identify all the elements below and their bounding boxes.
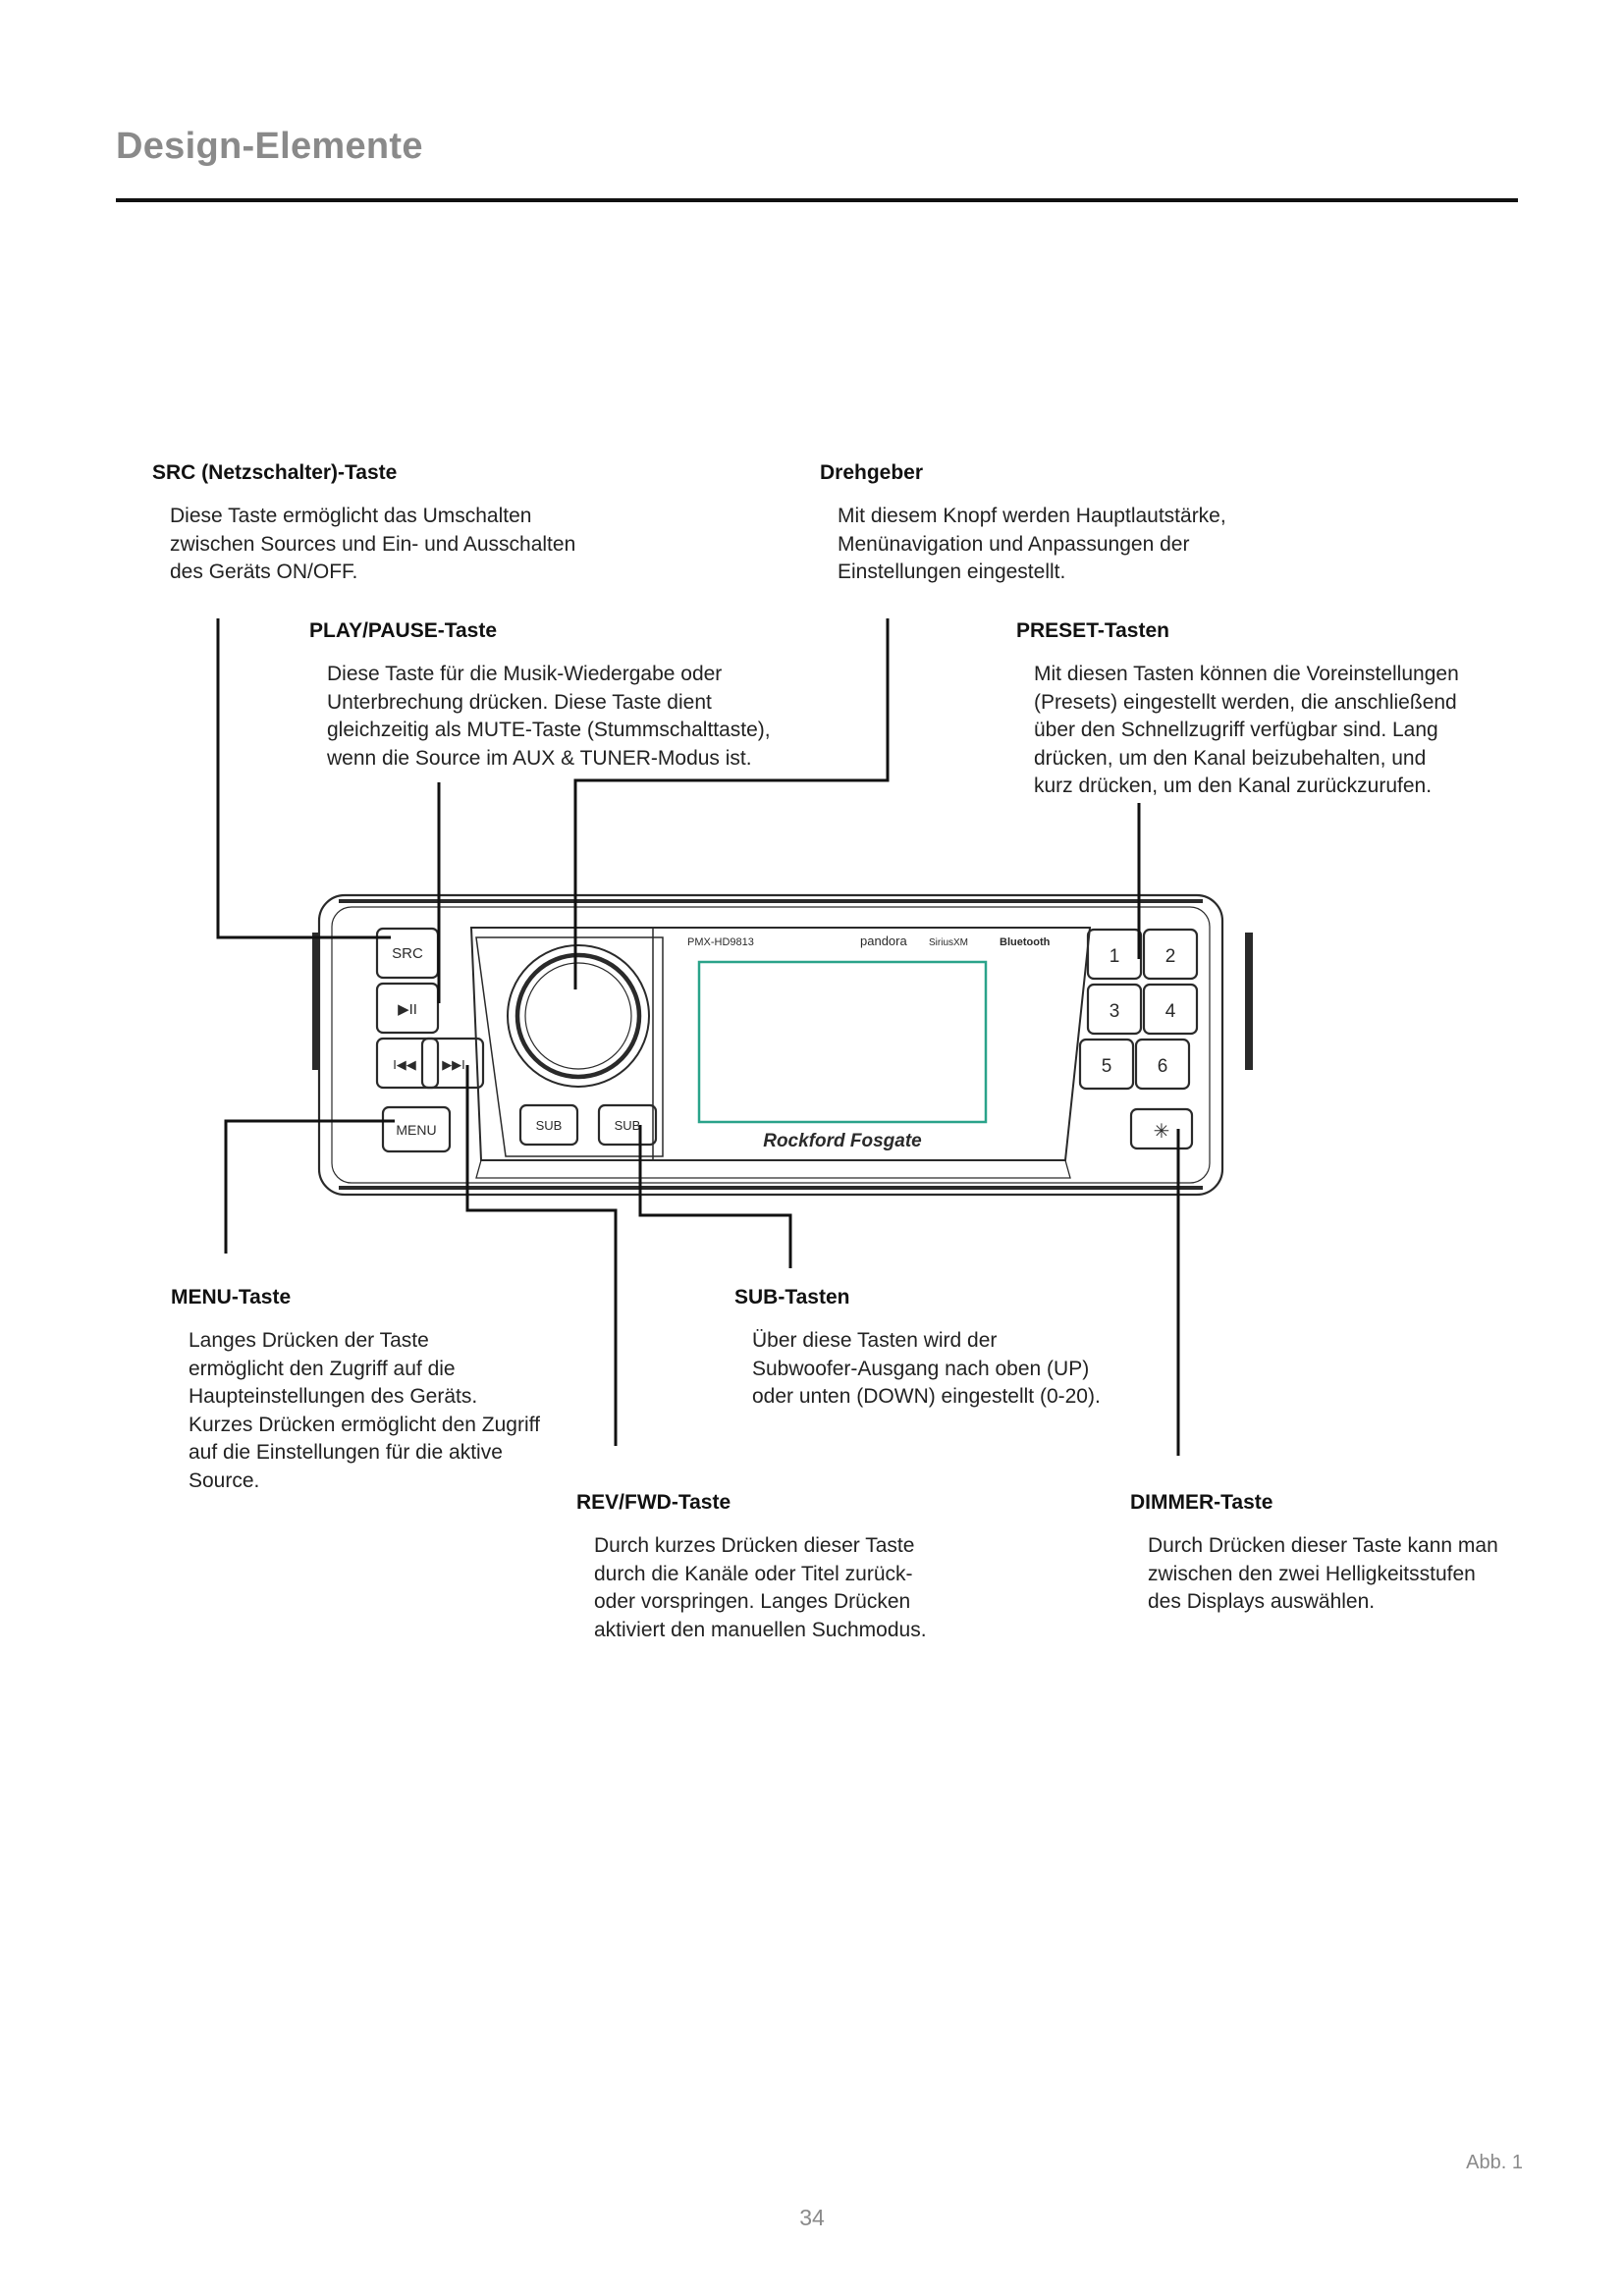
preset-3-button[interactable] [1088,985,1141,1034]
menu-button-label: MENU [396,1122,437,1138]
preset-1-button[interactable] [1088,930,1141,979]
figure-label: Abb. 1 [1466,2152,1523,2173]
src-button[interactable] [377,929,438,978]
callout-src [152,461,575,587]
src-button-label: SRC [392,945,423,962]
rev-button[interactable] [377,1039,438,1088]
brand-bluetooth: Bluetooth [1000,936,1051,948]
callout-play-title: PLAY/PAUSE-Taste [309,619,497,642]
play-pause-button[interactable] [377,984,438,1033]
fwd-button[interactable] [422,1039,483,1088]
sub-up-button[interactable] [599,1105,656,1145]
page-title: Design-Elemente [116,126,423,167]
callout-menu [171,1286,540,1495]
callout-dimmer-text: Durch Drücken dieser Taste kann man zwischen den zwei Helligkeitsstufen des Displays auswählen. [1148,1534,1498,1613]
rotary-knob[interactable] [517,955,639,1077]
preset-4-button[interactable] [1144,985,1197,1034]
callout-sub-title: SUB-Tasten [734,1286,850,1308]
callout-menu-text: Langes Drücken der Taste ermöglicht den Zugriff auf die Haupteinstellungen des Geräts. Kurzes Drücken ermöglicht den Zugriff auf die Einstellungen für die aktive Source. [189,1329,540,1492]
callout-preset-text: Mit diesen Tasten können die Voreinstellungen (Presets) eingestellt werden, die anschließend über den Schnellzugriff verfügbar sind. Lang drücken, um den Kanal beizubehalten, und kurz drücken, um den Kanal zurückzurufen. [1034,663,1459,797]
device-face [471,928,1090,1160]
device-housing [319,895,1222,1195]
sub-down-button[interactable] [520,1105,577,1145]
sub-up-label: SUB [614,1118,641,1133]
callout-knob [820,461,1226,587]
rotary-knob-ring [508,945,649,1087]
callout-play-text: Diese Taste für die Musik-Wiedergabe oder Unterbrechung drücken. Diese Taste dient gleichzeitig als MUTE-Taste (Stummschalttaste), wenn die Source im AUX & TUNER-Modus ist. [327,663,771,770]
callout-dimmer [1130,1491,1498,1617]
preset-6-label: 6 [1157,1056,1168,1077]
rev-symbol: I◀◀ [393,1057,416,1072]
title-divider [116,198,1518,202]
callout-src-text: Diese Taste ermöglicht das Umschalten zwischen Sources und Ein- und Ausschalten des Geräts ON/OFF. [170,505,576,583]
preset-4-label: 4 [1164,1001,1176,1022]
preset-5-label: 5 [1101,1056,1112,1077]
callout-play [309,619,771,773]
preset-2-button[interactable] [1144,930,1197,979]
brand-siriusxm: SiriusXM [929,937,969,948]
callout-revfwd-title: REV/FWD-Taste [576,1491,731,1514]
leader-sub [640,1125,790,1268]
display-screen [699,962,986,1122]
rockford-logo: Rockford Fosgate [763,1131,922,1151]
callout-knob-text: Mit diesem Knopf werden Hauptlautstärke, Menünavigation und Anpassungen der Einstellungen eingestellt. [838,505,1226,583]
preset-5-button[interactable] [1080,1040,1133,1089]
callout-revfwd-text: Durch kurzes Drücken dieser Taste durch die Kanäle oder Titel zurück- oder vorspringen. Langes Drücken aktiviert den manuellen Suchmodus. [594,1534,927,1641]
callout-sub-text: Über diese Tasten wird der Subwoofer-Ausgang nach oben (UP) oder unten (DOWN) eingestellt (0-20). [752,1329,1101,1408]
sub-down-label: SUB [535,1118,563,1133]
callout-preset [1016,619,1459,801]
leader-menu [226,1121,395,1254]
model-label: PMX-HD9813 [687,936,754,948]
menu-button[interactable] [383,1107,450,1151]
callout-dimmer-title: DIMMER-Taste [1130,1491,1273,1514]
callout-src-title: SRC (Netzschalter)-Taste [152,461,398,484]
preset-1-label: 1 [1109,946,1120,967]
callout-revfwd [576,1491,927,1644]
play-pause-symbol: ▶II [398,1001,417,1018]
page-number: 34 [799,2205,825,2230]
preset-3-label: 3 [1109,1001,1120,1022]
callout-knob-title: Drehgeber [820,461,924,484]
fwd-symbol: ▶▶I [442,1057,465,1072]
callout-preset-title: PRESET-Tasten [1016,619,1169,642]
preset-2-label: 2 [1164,946,1176,967]
callout-sub [734,1286,1101,1412]
brand-pandora: pandora [860,934,907,948]
dimmer-button[interactable] [1131,1109,1192,1148]
preset-6-button[interactable] [1136,1040,1189,1089]
dimmer-symbol: ✳ [1153,1121,1170,1143]
callout-menu-title: MENU-Taste [171,1286,292,1308]
